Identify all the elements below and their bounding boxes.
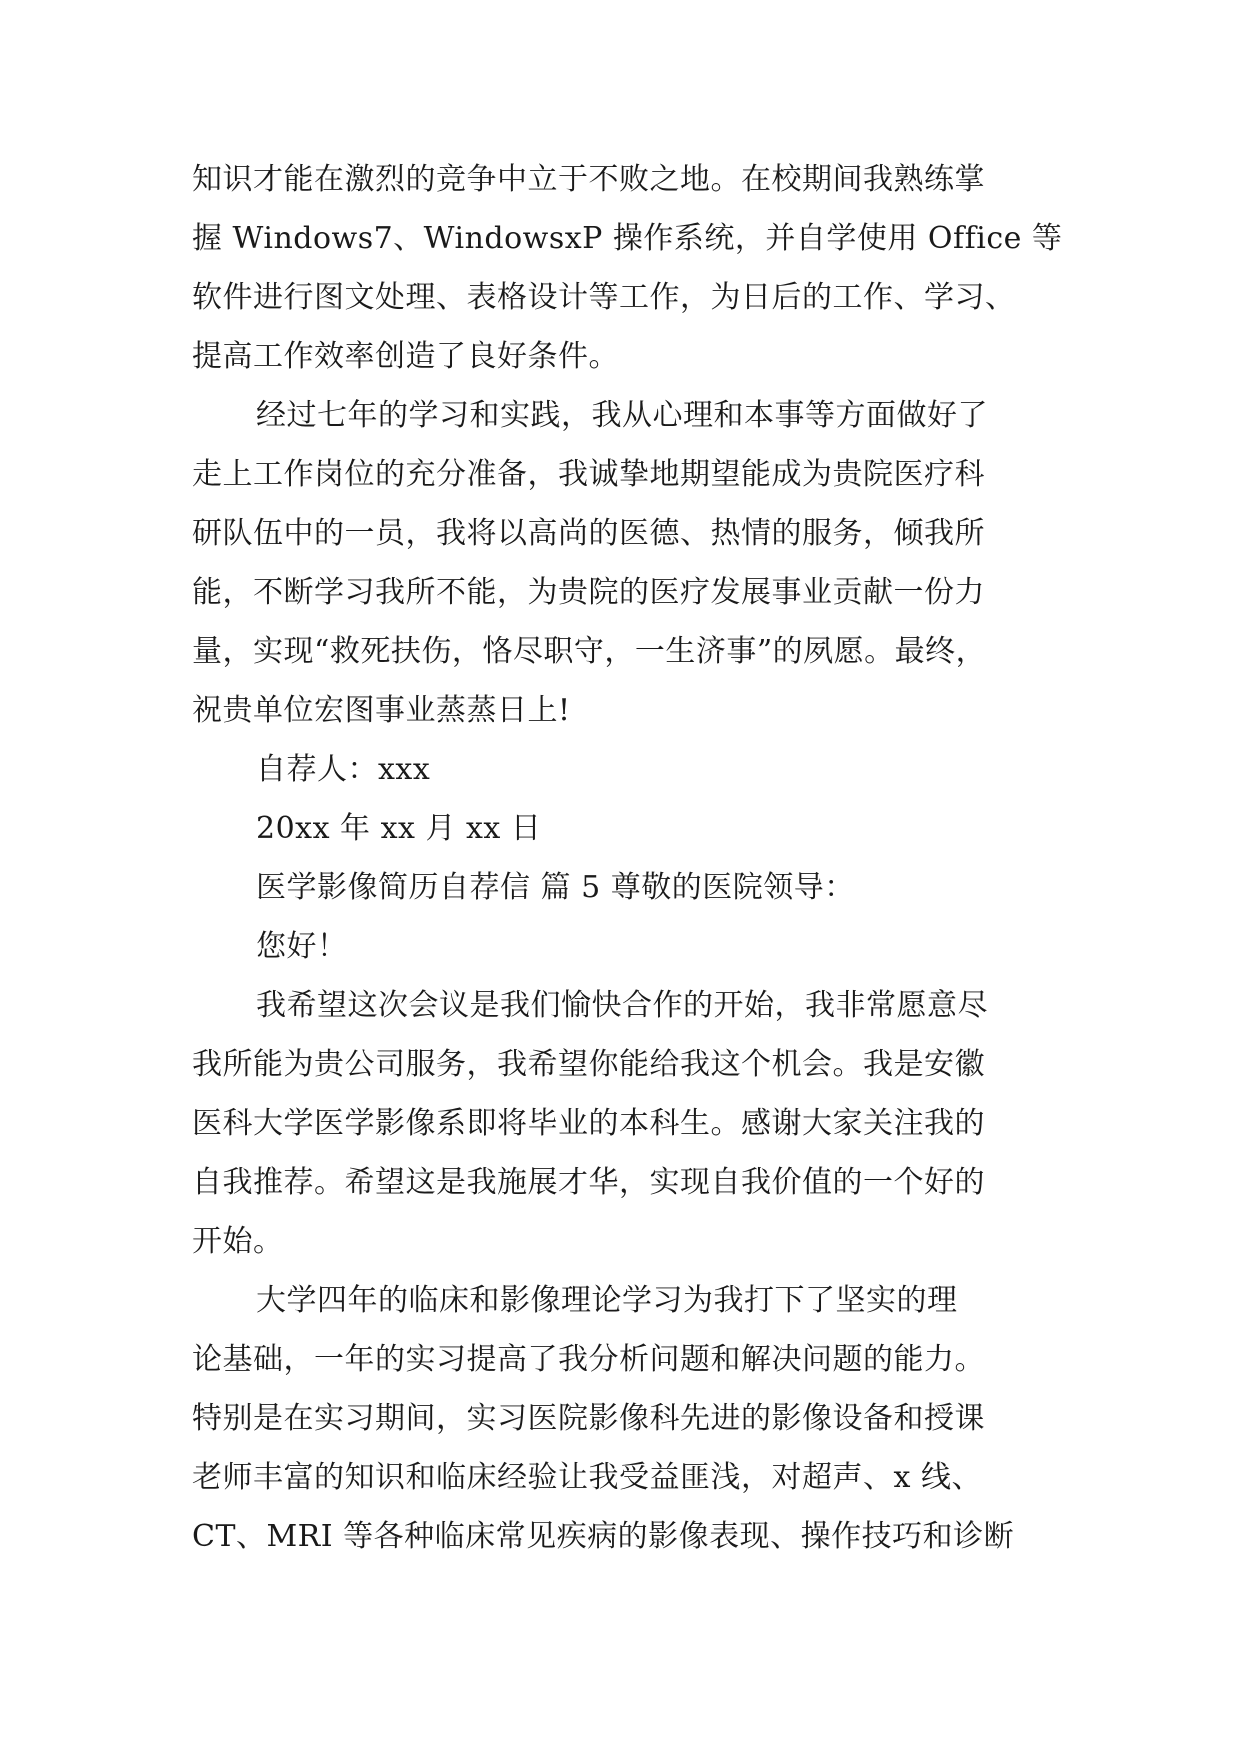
signature-line: 自荐人：xxx (256, 752, 431, 787)
text-line: 走上工作岗位的充分准备，我诚挚地期望能成为贵院医疗科 (192, 457, 985, 492)
text-line: 研队伍中的一员，我将以高尚的医德、热情的服务，倾我所 (192, 516, 985, 551)
text-line: 祝贵单位宏图事业蒸蒸日上! (192, 693, 571, 728)
text-line: 知识才能在激烈的竞争中立于不败之地。在校期间我熟练掌 (192, 162, 985, 197)
paragraph-start-line: 大学四年的临床和影像理论学习为我打下了坚实的理 (256, 1283, 958, 1318)
date-line: 20xx 年 xx 月 xx 日 (256, 811, 542, 846)
text-line: 量，实现“救死扶伤，恪尽职守，一生济事”的夙愿。最终， (192, 634, 987, 669)
text-line: 能，不断学习我所不能，为贵院的医疗发展事业贡献一份力 (192, 575, 985, 610)
text-line: 老师丰富的知识和临床经验让我受益匪浅，对超声、x 线、 (192, 1460, 982, 1495)
text-line: 开始。 (192, 1224, 284, 1259)
text-line: CT、MRI 等各种临床常见疾病的影像表现、操作技巧和诊断 (192, 1519, 1015, 1554)
text-line: 论基础，一年的实习提高了我分析问题和解决问题的能力。 (192, 1342, 985, 1377)
paragraph-start-line: 经过七年的学习和实践，我从心理和本事等方面做好了 (256, 398, 988, 433)
document-body (192, 150, 1072, 1566)
text-line: 提高工作效率创造了良好条件。 (192, 339, 619, 374)
text-line: 握 Windows7、WindowsxP 操作系统，并自学使用 Office 等 (192, 221, 1063, 256)
text-line: 软件进行图文处理、表格设计等工作，为日后的工作、学习、 (192, 280, 1016, 315)
paragraph-start-line: 我希望这次会议是我们愉快合作的开始，我非常愿意尽 (256, 988, 988, 1023)
text-line: 我所能为贵公司服务，我希望你能给我这个机会。我是安徽 (192, 1047, 985, 1082)
text-line: 自我推荐。希望这是我施展才华，实现自我价值的一个好的 (192, 1165, 985, 1200)
section-heading: 医学影像简历自荐信 篇 5 尊敬的医院领导： (256, 870, 855, 905)
greeting-line: 您好！ (256, 929, 348, 964)
text-line: 特别是在实习期间，实习医院影像科先进的影像设备和授课 (192, 1401, 985, 1436)
text-line: 医科大学医学影像系即将毕业的本科生。感谢大家关注我的 (192, 1106, 985, 1141)
